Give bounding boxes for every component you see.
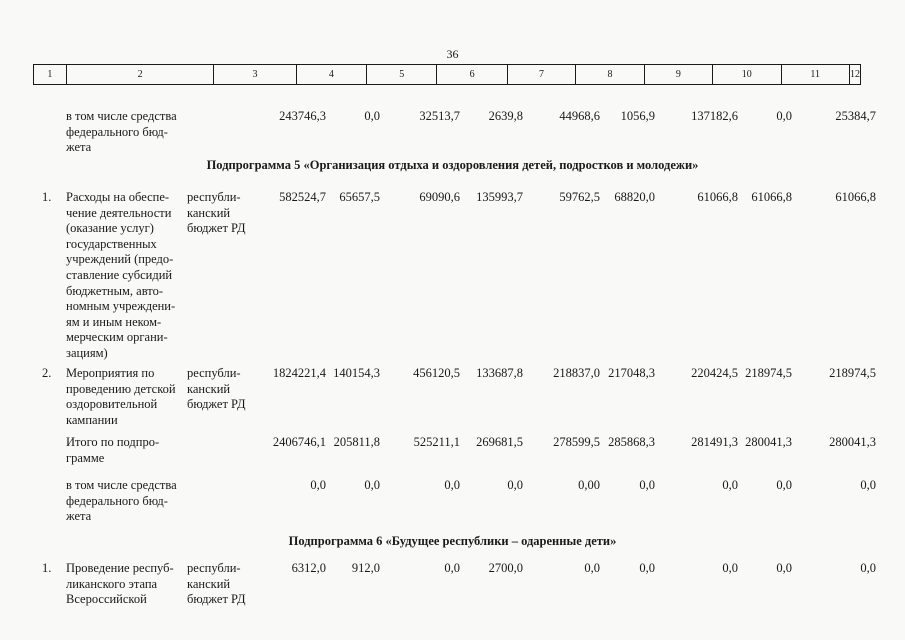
value-cell: 0,0 [776,478,792,492]
funding-source: республи- канский бюджет РД [187,561,246,607]
value-cell: 0,0 [310,478,326,492]
value-cell: 281491,3 [691,435,738,449]
value-cell: 0,00 [578,478,600,492]
row-name: Мероприятия по проведению детской оздоровительной кампании [66,366,176,427]
value-cell: 32513,7 [419,109,460,123]
value-cell: 133687,8 [476,366,523,380]
value-cell: 269681,5 [476,435,523,449]
value-cell: 525211,1 [413,435,460,449]
value-cell: 278599,5 [553,435,600,449]
value-cell: 0,0 [722,561,738,575]
value-cell: 2406746,1 [272,435,326,449]
value-cell: 1056,9 [620,109,655,123]
page-number: 36 [446,47,459,61]
value-cell: 2700,0 [488,561,523,575]
subprogram-heading: Подпрограмма 6 «Будущее республики – одаренные дети» [288,534,617,548]
value-cell: 25384,7 [835,109,876,123]
value-cell: 2639,8 [488,109,523,123]
subprogram-heading: Подпрограмма 5 «Организация отдыха и оздоровления детей, подростков и молодежи» [206,158,699,172]
column-number: 11 [781,65,850,85]
column-number: 10 [713,65,781,85]
value-cell: 0,0 [364,478,380,492]
row-number: 2. [42,366,52,380]
value-cell: 59762,5 [559,190,600,204]
value-cell: 280041,3 [829,435,876,449]
value-cell: 285868,3 [608,435,655,449]
value-cell: 218974,5 [829,366,876,380]
value-cell: 0,0 [776,561,792,575]
row-name: в том числе средства федерального бюд- жета [66,109,177,155]
value-cell: 0,0 [364,109,380,123]
column-number: 6 [437,65,507,85]
value-cell: 135993,7 [476,190,523,204]
column-number: 8 [576,65,644,85]
value-cell: 68820,0 [614,190,655,204]
value-cell: 205811,8 [333,435,380,449]
value-cell: 61066,8 [751,190,792,204]
value-cell: 0,0 [444,561,460,575]
column-number: 1 [34,65,67,85]
value-cell: 220424,5 [691,366,738,380]
column-number-header [33,64,861,85]
value-cell: 61066,8 [835,190,876,204]
value-cell: 217048,3 [608,366,655,380]
value-cell: 0,0 [639,561,655,575]
value-cell: 1824221,4 [272,366,326,380]
value-cell: 69090,6 [419,190,460,204]
column-number: 9 [644,65,712,85]
column-number: 12 [850,65,861,85]
value-cell: 0,0 [776,109,792,123]
row-name: в том числе средства федерального бюд- жета [66,478,177,524]
value-cell: 44968,6 [559,109,600,123]
value-cell: 140154,3 [333,366,380,380]
row-name: Проведение респуб- ликанского этапа Всероссийской [66,561,174,607]
value-cell: 6312,0 [291,561,326,575]
value-cell: 0,0 [584,561,600,575]
column-number: 2 [66,65,214,85]
value-cell: 0,0 [722,478,738,492]
column-number: 3 [214,65,296,85]
column-number: 4 [296,65,366,85]
funding-source: республи- канский бюджет РД [187,190,246,236]
value-cell: 0,0 [860,561,876,575]
value-cell: 218837,0 [553,366,600,380]
row-name: Итого по подпро- грамме [66,435,160,465]
value-cell: 243746,3 [279,109,326,123]
value-cell: 456120,5 [413,366,460,380]
funding-source: республи- канский бюджет РД [187,366,246,412]
value-cell: 582524,7 [279,190,326,204]
row-number: 1. [42,190,52,204]
value-cell: 280041,3 [745,435,792,449]
value-cell: 0,0 [507,478,523,492]
row-number: 1. [42,561,52,575]
column-number: 5 [367,65,437,85]
value-cell: 137182,6 [691,109,738,123]
column-number: 7 [507,65,575,85]
value-cell: 0,0 [639,478,655,492]
value-cell: 61066,8 [697,190,738,204]
value-cell: 65657,5 [339,190,380,204]
row-name: Расходы на обеспе- чение деятельности (оказание услуг) государственных учреждений (предо- ставление субсидий бюджетным, авто- номным учреждени- ям и иным неком- мерческим органи- зациям) [66,190,176,360]
value-cell: 912,0 [351,561,380,575]
value-cell: 0,0 [860,478,876,492]
value-cell: 218974,5 [745,366,792,380]
value-cell: 0,0 [444,478,460,492]
